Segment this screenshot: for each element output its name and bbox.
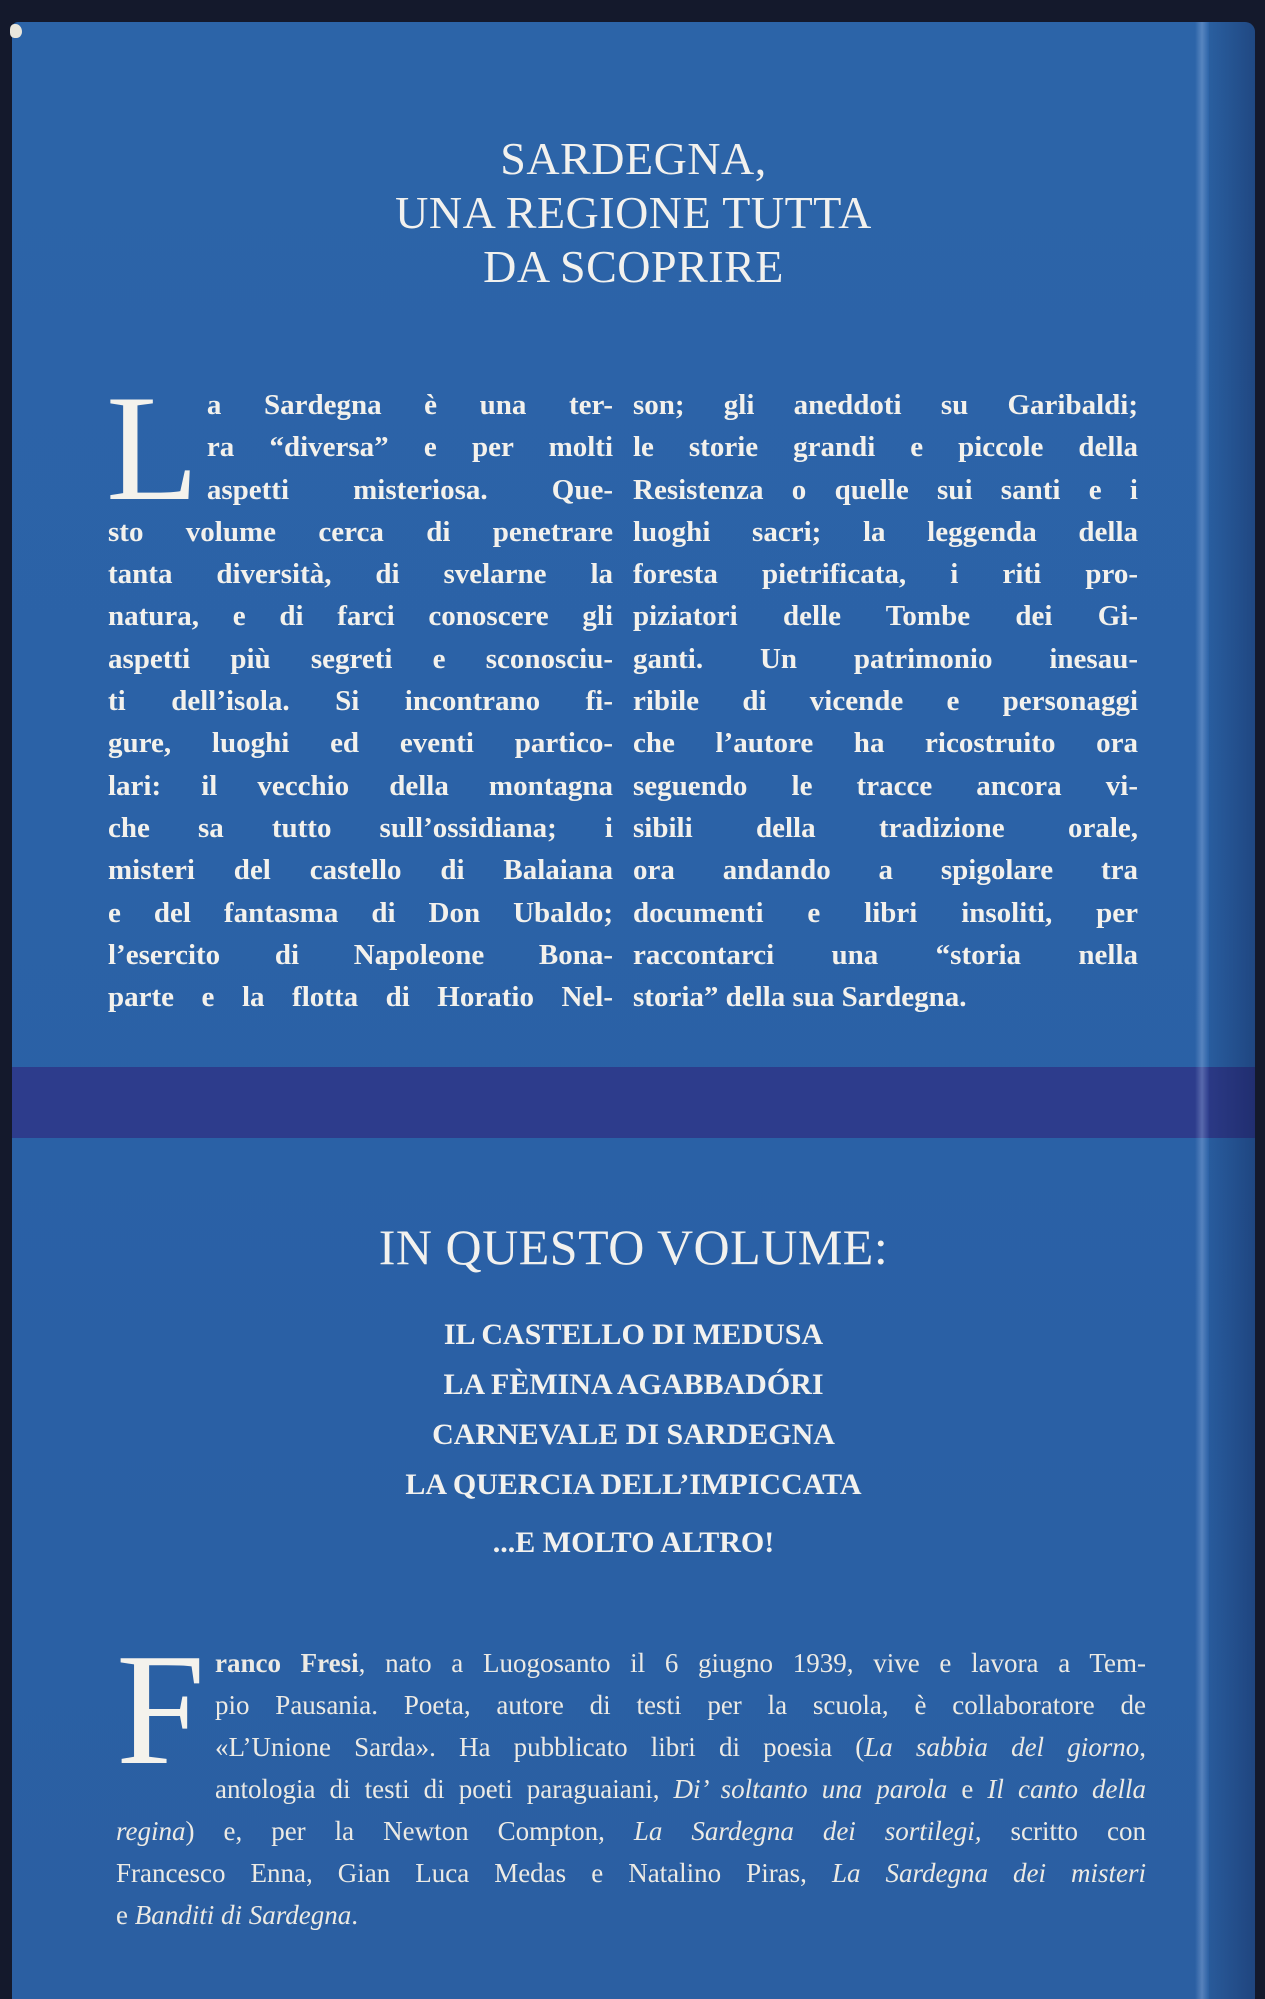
spine-hinge-crease [1195,22,1209,1999]
text-line: ranco Fresi, nato a Luogosanto il 6 giugno 1939, vive e lavora a Tem- [214,1648,1147,1678]
text-line: aspetti più segreti e sconosciu- [108,642,613,675]
text-line: natura, e di farci conoscere gli [108,600,613,633]
book-title: Il canto della [987,1774,1147,1804]
text-line: tanta diversità, di svelarne la [108,558,613,591]
text-line: Francesco Enna, Gian Luca Medas e Natalino Piras, La Sardegna dei misteri [116,1858,1146,1888]
text-line: aspetti misteriosa. Que- [206,473,613,506]
description-blurb [106,364,1138,1018]
contents-item: LA QUERCIA DELL’IMPICCATA [405,1468,862,1501]
book-title: La Sardegna dei sortilegi, [633,1816,982,1846]
text-line: le storie grandi e piccole della [633,431,1138,464]
text-line: piziatori delle Tombe dei Gi- [633,600,1138,633]
text-line: ganti. Un patrimonio inesau- [633,642,1138,675]
text-line: a Sardegna è una ter- [206,389,613,421]
book-title: Banditi di Sardegna [134,1900,352,1930]
contents-item: LA FÈMINA AGABBADÓRI [443,1368,824,1401]
text-line: ra “diversa” e per molti [206,431,613,464]
contents-list [12,1310,1255,1568]
description-right-column [633,384,1138,1018]
contents-heading: IN QUESTO VOLUME: [378,1219,889,1275]
text-line: gure, luoghi ed eventi partico- [108,727,613,760]
title-line: DA SCOPRIRE [483,241,784,292]
worn-corner [10,24,22,38]
text-line: e Banditi di Sardegna. [116,1900,358,1930]
text-line: sto volume cerca di penetrare [108,515,613,548]
text-line: storia” della sua Sardegna. [633,981,967,1014]
book-title: La Sardegna dei misteri [831,1858,1146,1888]
book-title: Di’ soltanto una parola [673,1774,948,1804]
contents-item: CARNEVALE DI SARDEGNA [432,1418,835,1451]
text-line: Resistenza o quelle sui santi e i [633,473,1138,506]
text-line: sibili della tradizione orale, [633,811,1138,844]
author-name: ranco Fresi [214,1648,359,1678]
text-line: «L’Unione Sarda». Ha pubblicato libri di poesia (La sabbia del giorno, [214,1732,1146,1762]
text-line: documenti e libri insoliti, per [633,896,1138,929]
text-line: l’esercito di Napoleone Bona- [108,938,613,971]
text-line: pio Pausania. Poeta, autore di testi per la scuola, è collaboratore de [214,1690,1146,1720]
text-line: parte e la flotta di Horatio Nel- [108,981,613,1014]
text-line: lari: il vecchio della montagna [108,769,613,802]
book-title: regina [116,1816,186,1846]
text-line: ti dell’isola. Si incontrano fi- [108,685,613,718]
text-line: che sa tutto sull’ossidiana; i [108,811,613,844]
text-line: e del fantasma di Don Ubaldo; [108,896,613,929]
cover-title [12,132,1255,294]
description-left-column [106,364,613,1018]
decorative-band [12,1067,1255,1138]
book-title: La sabbia del giorno [864,1732,1140,1762]
text-line: ribile di vicende e personaggi [633,685,1138,718]
drop-cap: F [116,1620,205,1798]
text-line: misteri del castello di Balaiana [108,854,613,887]
text-line: son; gli aneddoti su Garibaldi; [633,389,1138,421]
contents-more: ...E MOLTO ALTRO! [492,1526,775,1559]
text-line: seguendo le tracce ancora vi- [633,769,1138,802]
text-line: ora andando a spigolare tra [633,854,1138,887]
text-line: antologia di testi di poeti paraguaiani, Di’ soltanto una parola e Il canto della [214,1774,1147,1804]
text-line: raccontarci una “storia nella [633,938,1138,971]
drop-cap: L [106,364,199,532]
book-back-cover [12,22,1255,1999]
text-line: regina) e, per la Newton Compton, La Sardegna dei sortilegi, scritto con [116,1816,1146,1846]
contents-item: IL CASTELLO DI MEDUSA [443,1318,824,1351]
title-line: SARDEGNA, [500,133,767,184]
title-line: UNA REGIONE TUTTA [395,187,872,238]
text-line: foresta pietrificata, i riti pro- [633,558,1138,591]
text-line: luoghi sacri; la leggenda della [633,515,1138,548]
spine-edge [1209,22,1255,1999]
author-bio [116,1620,1147,1936]
text-line: che l’autore ha ricostruito ora [633,727,1138,760]
